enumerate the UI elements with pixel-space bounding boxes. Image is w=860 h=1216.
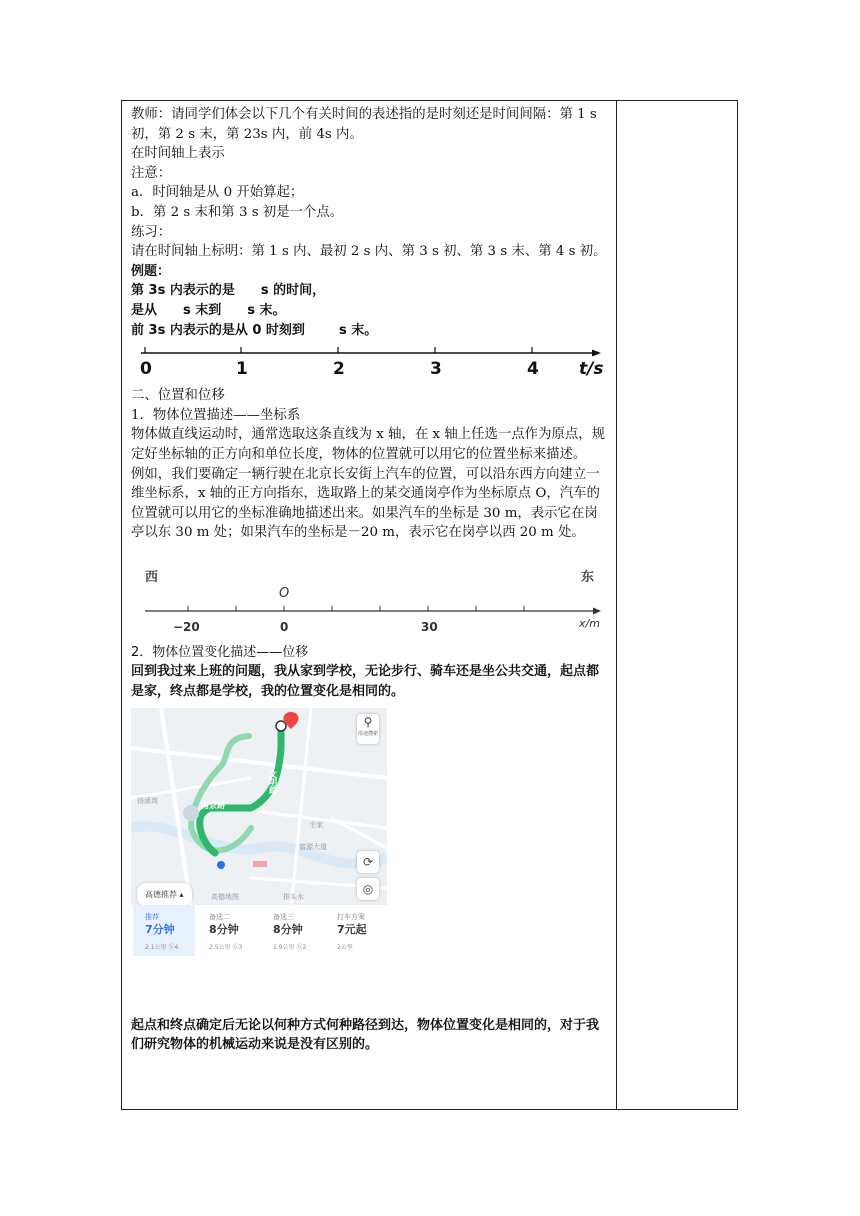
- time-axis-unit: t/s: [579, 359, 604, 380]
- paragraph: a．时间轴是从 0 开始算起；: [131, 185, 304, 201]
- route-map-screenshot: [131, 708, 387, 956]
- paragraph: 回到我过来上班的问题，我从家到学校，无论步行、骑车还是坐公共交通，起点都是家，终点都是学校，我的位置变化是相同的。: [131, 664, 600, 700]
- example-text: s 末到: [183, 302, 222, 318]
- east-label: 东: [581, 569, 595, 585]
- subsection-heading: 2．物体位置变化描述——位移: [131, 644, 309, 660]
- paragraph: 例如，我们要确定一辆行驶在北京长安街上汽车的位置，可以沿东西方向建立一维坐标系，x 轴的正方向指东，选取路上的某交通岗亭作为坐标原点 O，汽车的位置就可以用它的坐标准确地描述出来。如果汽车的坐标是 30 m，表示它在岗亭以东 30 m 处；如果汽车的坐标是－20 m，表示它在岗亭以西 20 m 处。: [131, 466, 600, 541]
- coord-tick-label: −20: [173, 619, 200, 634]
- paragraph: 在时间轴上表示: [131, 146, 225, 162]
- example-line-2: [131, 301, 611, 321]
- refresh-icon: ⟳: [362, 854, 374, 869]
- route-option-3[interactable]: [261, 905, 323, 956]
- column-divider: [616, 101, 617, 1109]
- route-option-1[interactable]: [133, 905, 195, 956]
- place-label: 富源大道: [299, 842, 327, 851]
- place-label: 高德地图: [211, 892, 239, 901]
- route-option-2[interactable]: [197, 905, 259, 956]
- example-text: s 末。: [338, 322, 378, 338]
- search-icon: ⚲: [363, 714, 373, 729]
- option-sub: 1.9公里 ⓑ2: [273, 943, 307, 951]
- option-value: 7分钟: [145, 922, 175, 936]
- option-title: 备选三: [273, 912, 294, 921]
- paragraph: 注意：: [131, 165, 172, 181]
- example-text: s 末。: [247, 302, 286, 318]
- place-label: 排头水: [283, 892, 304, 901]
- time-axis: [131, 344, 611, 380]
- time-tick-label: 3: [430, 359, 442, 380]
- paragraph: 请在时间轴上标明：第 1 s 内、最初 2 s 内、第 3 s 初、第 3 s 末、第 4 s 初。: [131, 244, 607, 260]
- time-axis-ticks: [140, 347, 603, 379]
- example-text: s 的时间，: [260, 283, 326, 299]
- option-sub: 2.1公里 ⓑ4: [145, 943, 179, 951]
- road-label: 南京路: [201, 800, 225, 810]
- time-tick-label: 2: [333, 359, 345, 380]
- section-heading: 二、位置和位移: [131, 388, 225, 404]
- paragraph: 教师：请同学们体会以下几个有关时间的表述指的是时刻还是时间间隔：第 1 s 初，第 2 s 末，第 23s 内，前 4s 内。: [131, 107, 597, 142]
- west-label: 西: [145, 569, 159, 585]
- option-value: 8分钟: [209, 922, 239, 936]
- example-text: 是从: [131, 302, 158, 318]
- example-line-1: [131, 281, 611, 301]
- option-title: 打车方案: [337, 912, 365, 921]
- search-along-button[interactable]: [357, 714, 379, 744]
- subsection-heading: 1．物体位置描述——坐标系: [131, 407, 301, 423]
- time-tick-label: 1: [236, 359, 248, 380]
- option-sub: 2.5公里 ⓑ3: [209, 943, 243, 951]
- refresh-button[interactable]: [357, 851, 379, 873]
- option-value: 7元起: [337, 922, 367, 936]
- route-options: [131, 905, 387, 956]
- example-line-3: [131, 321, 611, 341]
- origin-label: O: [279, 585, 290, 601]
- route-option-taxi[interactable]: [325, 905, 387, 956]
- lesson-table: [121, 100, 738, 1110]
- example-text: 第 3s 内表示的是: [131, 283, 235, 299]
- locate-icon: ◎: [362, 881, 374, 896]
- example-text: 前 3s 内表示的是从 0 时刻到: [131, 322, 305, 338]
- recommend-dropdown[interactable]: 高德推荐 ▴: [137, 883, 192, 907]
- coord-tick-label: 0: [280, 619, 289, 634]
- locate-button[interactable]: [357, 878, 379, 900]
- example-title: 例题：: [131, 263, 171, 279]
- content-cell: [131, 105, 611, 1055]
- option-sub: 2公里: [337, 943, 353, 951]
- time-tick-label: 0: [140, 359, 152, 380]
- paragraph: b．第 2 s 末和第 3 s 初是一个点。: [131, 204, 344, 220]
- paragraph: 起点和终点确定后无论以何种方式何种路径到达，物体位置变化是相同的，对于我们研究物体的机械运动来说是没有区别的。: [131, 1017, 600, 1053]
- coordinate-axis: [131, 563, 611, 643]
- option-value: 8分钟: [273, 922, 303, 936]
- coord-unit: x/m: [579, 616, 600, 630]
- paragraph: 物体做直线运动时，通常选取这条直线为 x 轴，在 x 轴上任选一点作为原点，规定好坐标轴的正方向和单位长度，物体的位置就可以用它的位置坐标来描述。: [131, 427, 606, 462]
- road-label: 文明路: [268, 769, 278, 794]
- coord-tick-label: 30: [421, 619, 438, 634]
- search-along-label: 沿途搜索: [357, 730, 378, 737]
- place-label: 扬溪湾: [137, 796, 158, 805]
- paragraph: 练习：: [131, 224, 172, 240]
- place-label: 毛家: [309, 820, 323, 829]
- option-title: 备选二: [209, 912, 230, 921]
- time-tick-label: 4: [527, 359, 539, 380]
- option-title: 推荐: [145, 912, 159, 921]
